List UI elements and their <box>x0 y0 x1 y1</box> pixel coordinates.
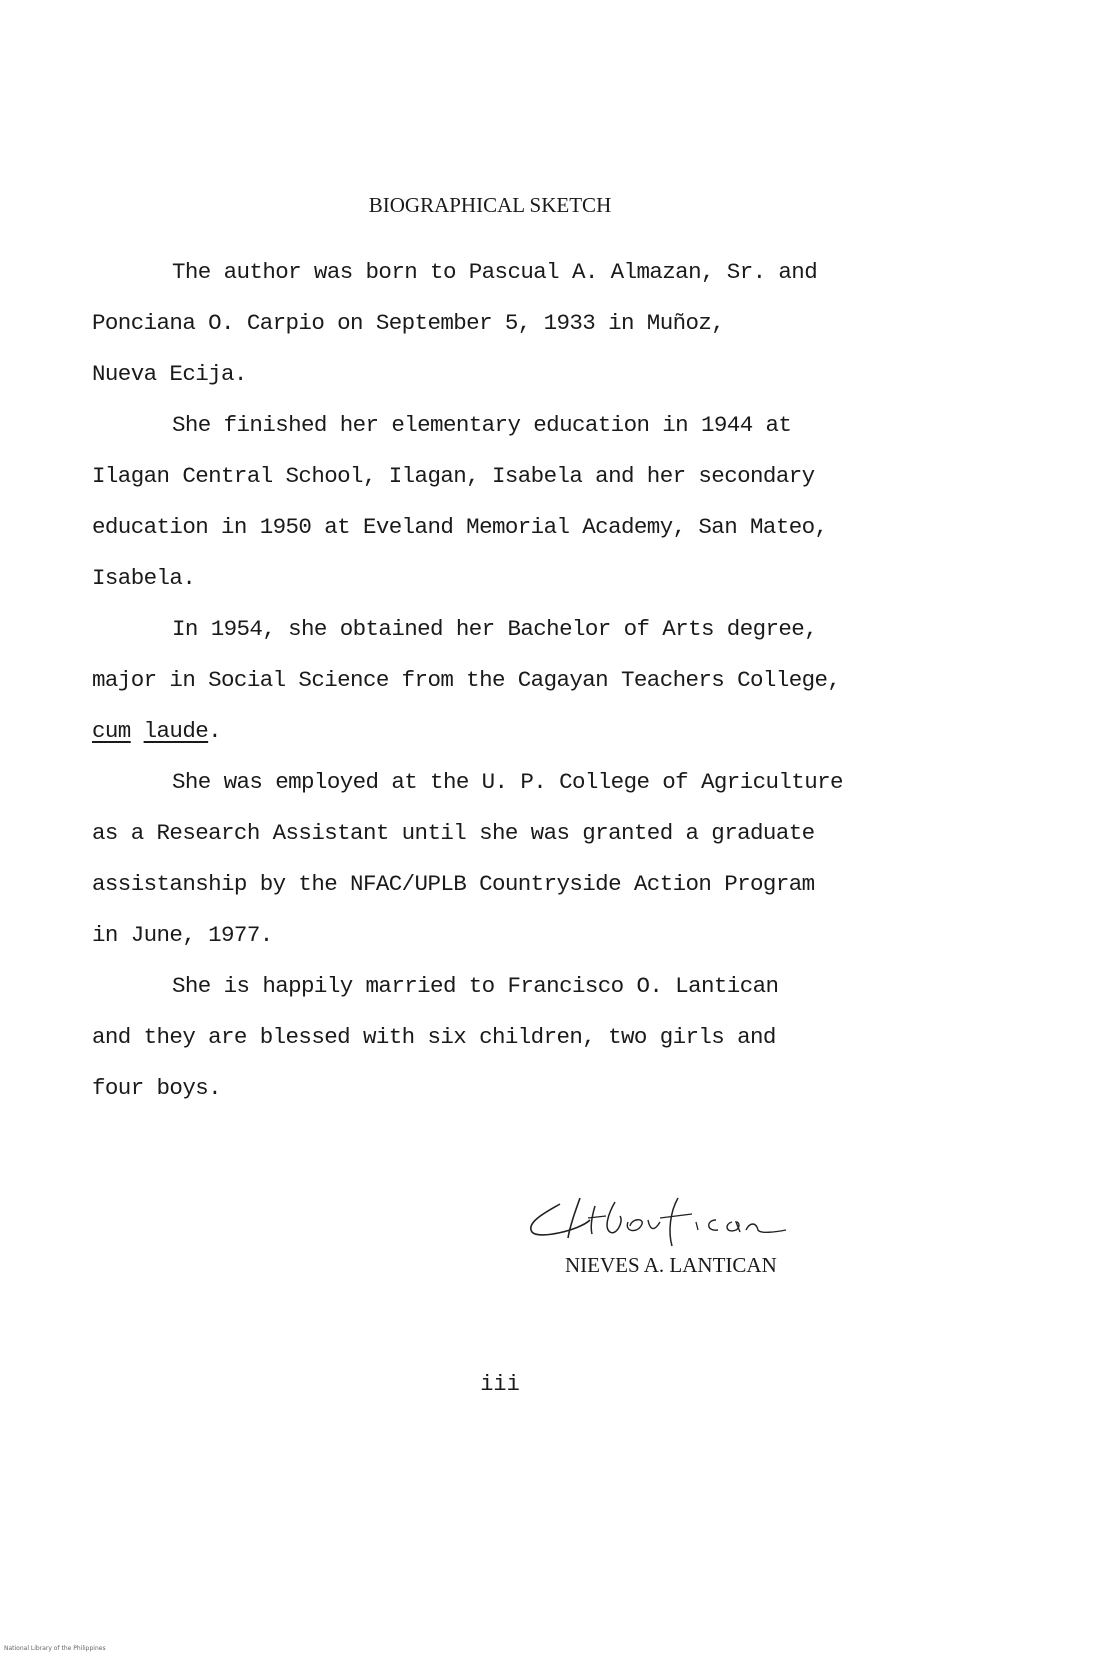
signatory-name: NIEVES A. LANTICAN <box>565 1253 777 1277</box>
footer-text: National Library of the Philippines <box>4 1645 106 1652</box>
paragraph-5-line-3: four boys. <box>92 1075 222 1101</box>
paragraph-3-line-1: In 1954, she obtained her Bachelor of Arts degree, <box>172 616 818 642</box>
paragraph-2-line-1: She finished her elementary education in 1944 at <box>172 412 792 438</box>
paragraph-3-line-3 <box>92 718 221 744</box>
line-end-period: . <box>208 718 222 744</box>
paragraph-2-line-3: education in 1950 at Eveland Memorial Academy, San Mateo, <box>92 514 828 540</box>
paragraph-1-line-2: Ponciana O. Carpio on September 5, 1933 in Muñoz, <box>92 310 725 336</box>
paragraph-5-line-2: and they are blessed with six children, two girls and <box>92 1024 776 1050</box>
handwritten-signature <box>520 1192 820 1252</box>
paragraph-5-line-1: She is happily married to Francisco O. Lantican <box>172 973 779 999</box>
paragraph-1-line-1: The author was born to Pascual A. Almazan, Sr. and <box>172 259 818 285</box>
page-number: iii <box>480 1372 520 1397</box>
paragraph-2-line-2: Ilagan Central School, Ilagan, Isabela and her secondary <box>92 463 815 489</box>
paragraph-4-line-1: She was employed at the U. P. College of Agriculture <box>172 769 843 795</box>
paragraph-1-line-3: Nueva Ecija. <box>92 361 247 387</box>
paragraph-4-line-3: assistanship by the NFAC/UPLB Countryside Action Program <box>92 871 815 897</box>
paragraph-4-line-2: as a Research Assistant until she was granted a graduate <box>92 820 815 846</box>
underlined-laude: laude <box>143 718 209 744</box>
underlined-cum: cum <box>92 718 131 744</box>
paragraph-2-line-4: Isabela. <box>92 565 196 591</box>
paragraph-4-line-4: in June, 1977. <box>92 922 273 948</box>
paragraph-3-line-2: major in Social Science from the Cagayan Teachers College, <box>92 667 841 693</box>
document-title: BIOGRAPHICAL SKETCH <box>368 193 612 217</box>
